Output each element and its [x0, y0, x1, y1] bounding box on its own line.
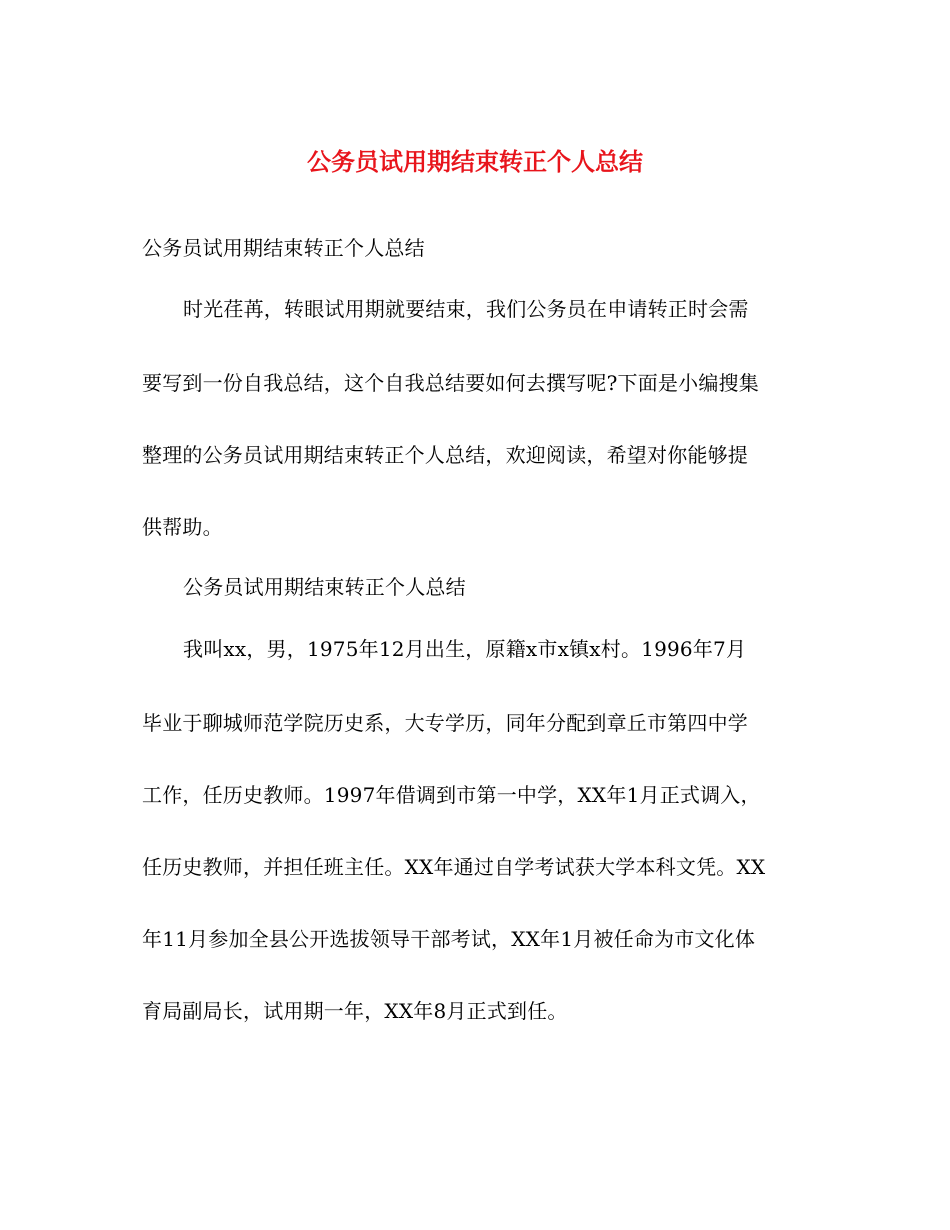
- intro-line-2: 要写到一份自我总结，这个自我总结要如何去撰写呢?下面是小编搜集: [142, 371, 759, 395]
- body-line-2: 毕业于聊城师范学院历史系，大专学历，同年分配到章丘市第四中学: [142, 711, 748, 735]
- body-line-6: 育局副局长，试用期一年，XX年8月正式到任。: [142, 999, 568, 1023]
- body-line-3: 工作，任历史教师。1997年借调到市第一中学，XX年1月正式调入，: [142, 783, 761, 807]
- body-line-4: 任历史教师，并担任班主任。XX年通过自学考试获大学本科文凭。XX: [142, 855, 766, 879]
- intro-line-3: 整理的公务员试用期结束转正个人总结，欢迎阅读，希望对你能够提: [142, 443, 748, 467]
- body-line-1: 我叫xx，男，1975年12月出生，原籍x市x镇x村。1996年7月: [183, 637, 747, 661]
- intro-line-1: 时光荏苒，转眼试用期就要结束，我们公务员在申请转正时会需: [183, 297, 749, 321]
- subheading: 公务员试用期结束转正个人总结: [183, 575, 466, 599]
- document-title: 公务员试用期结束转正个人总结: [307, 147, 643, 176]
- body-line-5: 年11月参加全县公开选拔领导干部考试，XX年1月被任命为市文化体: [142, 927, 756, 951]
- intro-line-4: 供帮助。: [142, 515, 223, 539]
- section-heading: 公务员试用期结束转正个人总结: [142, 236, 425, 260]
